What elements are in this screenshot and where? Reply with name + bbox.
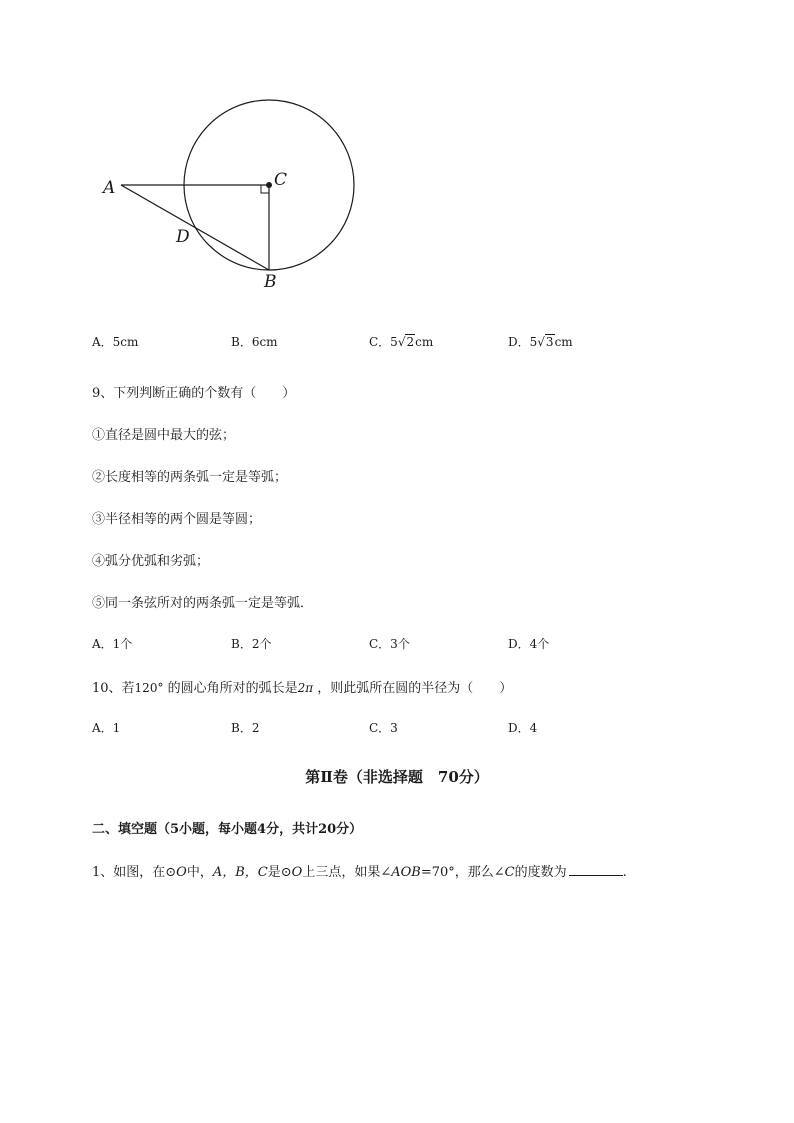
fill1-text-6: 的度数为	[514, 865, 567, 880]
q9-statement-3: ③半径相等的两个圆是等圆；	[92, 512, 262, 527]
q9-option-c: C．3个	[369, 637, 410, 651]
fill1-text-2: 中，	[186, 865, 213, 880]
q10-mid: 的圆心角所对的弧长是	[163, 681, 298, 696]
answer-blank[interactable]	[569, 874, 623, 876]
geometry-figure	[0, 0, 794, 310]
radicand: 3	[545, 335, 554, 349]
fill1-text-3: 是⊙	[267, 865, 292, 880]
label-b: B	[264, 272, 277, 292]
q9-statement-5: ⑤同一条弦所对的两条弧一定是等弧．	[92, 596, 314, 611]
q9-option-d: D．4个	[508, 637, 550, 651]
q9-stem: 9、下列判断正确的个数有（ ）	[92, 386, 296, 401]
fill1-text-5: =70°，那么∠	[420, 865, 505, 880]
q9-statement-4: ④弧分优弧和劣弧；	[92, 554, 210, 569]
fill1-points: A，B，C	[212, 865, 268, 880]
radicand: 2	[406, 335, 415, 349]
q10-suffix: ，则此弧所在圆的半径为（ ）	[313, 681, 513, 696]
q10-stem	[92, 677, 512, 696]
q9-option-b: B．2个	[231, 637, 272, 651]
q9-option-a: A．1个	[92, 637, 133, 651]
q9-statement-2: ②长度相等的两条弧一定是等弧；	[92, 470, 288, 485]
q8-option-c-unit: cm	[415, 335, 434, 349]
q10-option-d: D．4	[508, 721, 538, 735]
q8-option-d-prefix: D．5	[508, 335, 538, 349]
q10-prefix: 10、若	[92, 681, 135, 696]
fill1-end: .	[622, 865, 627, 880]
segment-ab	[121, 185, 269, 270]
q8-option-c-prefix: C．5	[369, 335, 398, 349]
center-point	[266, 182, 272, 188]
fill1-o-2: O	[291, 865, 303, 880]
q8-option-c	[369, 333, 433, 350]
part2-title: 第Ⅱ卷（非选择题 70分）	[305, 768, 489, 786]
q8-option-d-unit: cm	[554, 335, 573, 349]
q10-option-c: C．3	[369, 721, 398, 735]
fill1-text-1: 1、如图，在⊙	[92, 865, 177, 880]
label-a: A	[103, 178, 116, 198]
sqrt-symbol: √3	[537, 335, 554, 349]
label-c: C	[274, 170, 288, 190]
label-d: D	[176, 227, 190, 247]
fill1-angle-aob: AOB	[391, 865, 421, 880]
fill-question-1	[92, 861, 627, 880]
q10-angle: 120°	[134, 681, 164, 695]
q8-option-a: A．5cm	[92, 335, 139, 349]
q8-option-d	[508, 333, 573, 350]
fill1-o-1: O	[176, 865, 187, 880]
section-heading: 二、填空题（5小题，每小题4分，共计20分）	[92, 822, 363, 837]
sqrt-symbol: √2	[397, 335, 415, 349]
fill1-text-4: 上三点，如果∠	[302, 865, 392, 880]
q10-arc-length: 2π	[297, 681, 314, 695]
q10-option-b: B．2	[231, 721, 260, 735]
q8-option-b: B．6cm	[231, 335, 278, 349]
fill1-angle-c: C	[504, 865, 515, 880]
q9-statement-1: ①直径是圆中最大的弦；	[92, 428, 236, 443]
q10-option-a: A．1	[92, 721, 121, 735]
